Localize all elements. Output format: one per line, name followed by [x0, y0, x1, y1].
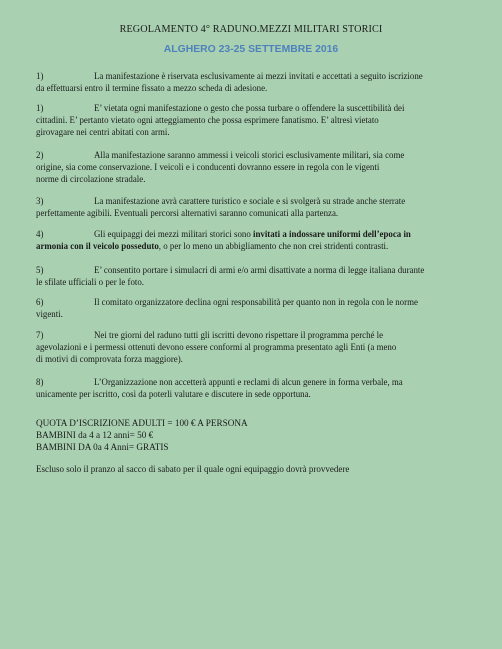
- rule-line: perfettamente agibili. Eventuali percorsi alternativi saranno comunicati alla partenza.: [36, 208, 339, 219]
- rule-number: 6): [36, 297, 44, 307]
- rule-line: cittadini. E’ pertanto vietato ogni atteggiamento che possa esprimere fanatismo. E’ altresì vietato: [36, 115, 379, 126]
- rule-emphasis: invitati a indossare uniformi dell’epoca in: [252, 229, 411, 239]
- rule-text: , o per lo meno un abbigliamento che non crei stridenti contrasti.: [158, 241, 389, 252]
- rule-line: di motivi di comprovata forza maggiore).: [36, 354, 183, 365]
- rule-item: [36, 228, 466, 252]
- rule-number: 3): [36, 196, 44, 206]
- rule-number: 1): [36, 103, 44, 113]
- rule-number: 7): [36, 330, 44, 340]
- rule-line: unicamente per iscritto, così da poterli valutare e discutere in sede opportuna.: [36, 389, 311, 400]
- rule-line: E’ consentito portare i simulacri di armi e/o armi disattivate a norma di legge italiana durante: [94, 265, 425, 275]
- document-title: REGOLAMENTO 4° RADUNO.MEZZI MILITARI STORICI: [119, 24, 383, 35]
- rule-emphasis: armonia con il veicolo posseduto: [36, 241, 159, 252]
- rule-item: [36, 102, 466, 139]
- fee-line-adults: QUOTA D’ISCRIZIONE ADULTI = 100 € A PERSONA: [36, 418, 248, 428]
- rule-item: [36, 329, 466, 366]
- rule-text: Gli equipaggi dei mezzi militari storici sono: [94, 229, 253, 239]
- fee-line-infants: BAMBINI DA 0a 4 Anni= GRATIS: [36, 442, 169, 452]
- rule-line: L’Organizzazione non accetterà appunti e reclami di alcun genere in forma verbale, ma: [94, 377, 403, 387]
- rule-line: La manifestazione è riservata esclusivamente ai mezzi invitati e accettati a seguito iscrizione: [94, 71, 423, 81]
- rule-number: 5): [36, 265, 44, 275]
- rule-line: Nei tre giorni del raduno tutti gli iscritti devono rispettare il programma perché le: [94, 330, 384, 340]
- rule-line: origine, sia come conservazione. I veicoli e i conducenti dovranno essere in regola con le vigenti: [36, 162, 380, 173]
- rule-item: [36, 264, 466, 288]
- rule-number: 1): [36, 71, 44, 81]
- rule-line: da effettuarsi entro il termine fissato a mezzo scheda di adesione.: [36, 83, 268, 94]
- rule-item: [36, 149, 466, 186]
- rule-line: E’ vietata ogni manifestazione o gesto che possa turbare o offendere la suscettibilità dei: [94, 103, 405, 113]
- rule-line: girovagare nei centri abitati con armi.: [36, 127, 170, 138]
- rule-item: [36, 70, 466, 94]
- event-dates-subtitle: ALGHERO 23-25 SETTEMBRE 2016: [163, 44, 339, 55]
- lunch-note: Escluso solo il pranzo al sacco di sabato per il quale ogni equipaggio dovrà provvedere: [36, 464, 350, 474]
- rule-line: La manifestazione avrà carattere turistico e sociale e si svolgerà su strade anche sterrate: [94, 196, 406, 206]
- rule-line: agevolazioni e i permessi ottenuti devono essere conformi al programma presentato agli Enti (a meno: [36, 342, 397, 353]
- fee-line-children: BAMBINI da 4 a 12 anni= 50 €: [36, 430, 154, 440]
- rule-item: [36, 296, 466, 320]
- rule-number: 4): [36, 229, 44, 239]
- rule-line: norme di circolazione stradale.: [36, 174, 146, 185]
- rule-number: 8): [36, 377, 44, 387]
- rule-line: vigenti.: [36, 309, 63, 320]
- rule-line: le sfilate ufficiali o per le foto.: [36, 277, 145, 288]
- rule-item: [36, 195, 466, 219]
- rule-item: [36, 376, 466, 400]
- rule-number: 2): [36, 150, 44, 160]
- rule-line: [36, 228, 466, 240]
- rule-line: Alla manifestazione saranno ammessi i veicoli storici esclusivamente militari, sia come: [94, 150, 405, 160]
- rule-line: Il comitato organizzatore declina ogni responsabilità per quanto non in regola con le norme: [94, 297, 418, 307]
- rule-line: [36, 240, 466, 252]
